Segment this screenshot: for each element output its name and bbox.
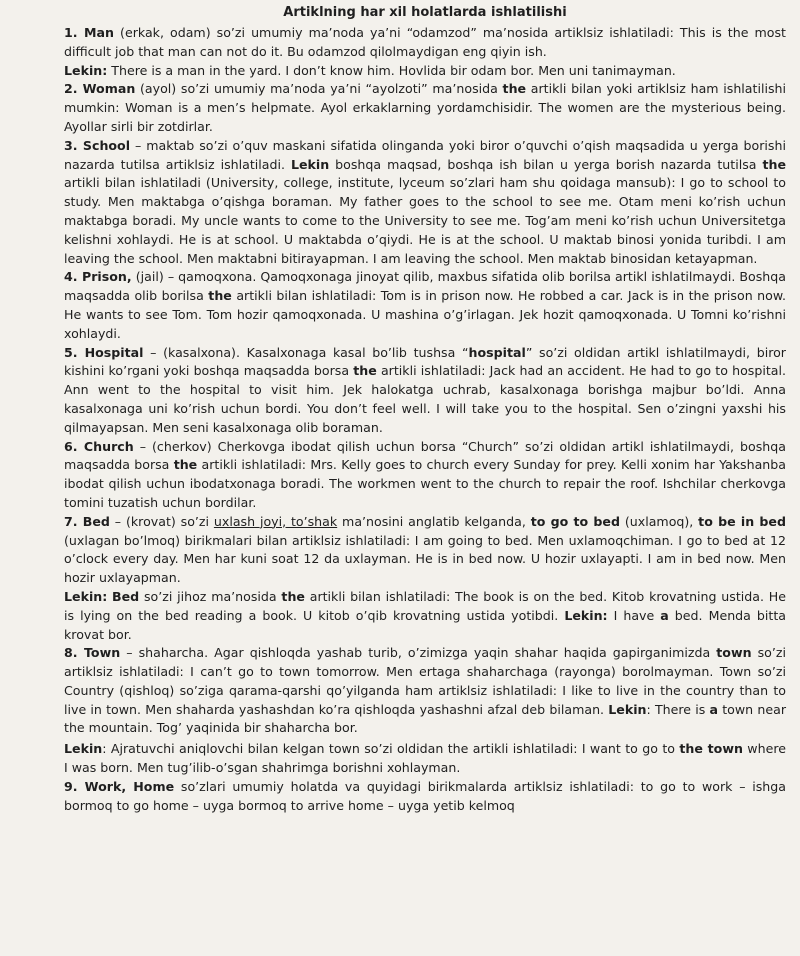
- section-heading: 3. School: [64, 137, 131, 153]
- section-heading: 4. Prison,: [64, 269, 132, 285]
- section-heading: 7. Bed: [64, 513, 110, 529]
- section-heading: 5. Hospital: [64, 344, 144, 360]
- section-town: 8. Town – shaharcha. Agar qishloqda yashab turib, o’zimizga yaqin shahar haqida gapirganimizda town so’zi artiklsiz ishlatiladi: I can’t go to town tomorrow. Men ertaga shaharchaga (rayonga) borolmayman. Town so’zi Country (qishloq) so’ziga qarama-qarshi qo’yilganda ham artiklsiz ishlatiladi: I like to live in the country than to live in town. Men shaharda yashashdan ko’ra qishloqda yashashni afzal deb bilaman. Lekin: There is a town near the mountain. Tog’ yaqinida bir shaharcha bor.: [64, 645, 787, 736]
- section-heading: 8. Town: [64, 645, 121, 661]
- section-school: 3. School – maktab so’zi o’quv maskani sifatida olinganda yoki biror o’quvchi o’qish maqsadida u yerga borishi nazarda tutilsa artiklsiz ishlatiladi. Lekin boshqa maqsad, boshqa ish bilan u yerga borish nazarda tutilsa the artikli bilan ishlatiladi (University, college, institute, lyceum so’zlari ham shu qoidaga mansub): I go to school to study. Men maktabga o’qishga boraman. My father goes to the school to see me. Otam meni ko’rish uchun maktabga boradi. My uncle wants to come to the University to see me. Tog’am meni ko’rish uchun Universitetga kelishni xohlaydi. He is at school. U maktabda o’qiydi. He is at the school. U maktab binosi yonida turibdi. I am leaving the school. Men maktabni bitirayapman. I am leaving the school. Men maktab binosidan ketayapman.: [64, 137, 786, 266]
- section-church: 6. Church – (cherkov) Cherkovga ibodat qilish uchun borsa “Church” so’zi oldidan artikl ishlatilmaydi, boshqa maqsadda borsa the artikli ishlatiladi: Mrs. Kelly goes to church every Sunday for prey. Kelli xonim har Yakshanba ibodat qilish uchun ibodatxonaga boradi. The workmen went to the church to repair the roof. Ishchilar cherkovga tomini tuzatish uchun bordilar.: [64, 438, 786, 510]
- page-title: Artiklning har xil holatlarda ishlatilishi: [283, 5, 567, 20]
- section-heading: 9. Work, Home: [64, 778, 175, 794]
- section-heading: 1. Man: [64, 25, 114, 40]
- section-town-note: Lekin: Ajratuvchi aniqlovchi bilan kelgan town so’zi oldidan the artikli ishlatiladi: I want to go to the town where I was born. Men tug’ilib-o’sgan shahrimga borishni xohlayman.: [64, 741, 786, 776]
- section-work-home: 9. Work, Home so’zlari umumiy holatda va quyidagi birikmalarda artiklsiz ishlatiladi: to go to work – ishga bormoq to go home – uyga bormoq to arrive home – uyga yetib kelmoq: [64, 778, 786, 813]
- section-hospital: 5. Hospital – (kasalxona). Kasalxonaga kasal bo’lib tushsa “hospital” so’zi oldidan artikl ishlatilmaydi, biror kishini ko’rgani yoki boshqa maqsadda borsa the artikli ishlatiladi: Jack had an accident. He had to go to hospital. Ann went to the hospital to visit him. Jek halokatga uchrab, kasalxonaga borishga majbur bo’ldi. Anna kasalxonaga uni ko’rish uchun bordi. You don’t feel well. I will take you to the hospital. Sen o’zingni yaxshi his qilmayapsan. Men seni kasalxonaga olib boraman.: [64, 344, 786, 435]
- section-woman: 2. Woman (ayol) so’zi umumiy ma’noda ya’ni “ayolzoti” ma’nosida the artikli bilan yoki artiklsiz ham ishlatilishi mumkin: Woman is a men’s helpmate. Ayol erkaklarning yordamchisidir. The women are the mysterious being. Ayollar sirli bir zotdirlar.: [64, 81, 786, 134]
- section-man-note: Lekin: There is a man in the yard. I don’t know him. Hovlida bir odam bor. Men uni tanimayman.: [64, 62, 676, 78]
- section-bed-note: Lekin: Bed so’zi jihoz ma’nosida the artikli bilan ishlatiladi: The book is on the bed. Kitob krovatning ustida. He is lying on the bed reading a book. U kitob o’qib krovatning ustida yotibdi. Lekin: I have a bed. Menda bitta krovat bor.: [64, 588, 786, 642]
- section-bed: 7. Bed – (krovat) so’zi uxlash joyi, to’shak ma’nosini anglatib kelganda, to go to bed (uxlamoq), to be in bed (uxlagan bo’lmoq) birikmalari bilan artiklsiz ishlatiladi: I am going to bed. Men uxlamoqchiman. I go to bed at 12 o’clock every day. Men har kuni soat 12 da uxlayman. He is in bed now. U hozir uxlayapti. I am in bed now. Men hozir uxlayapman.: [64, 513, 786, 586]
- section-heading: 6. Church: [64, 438, 134, 454]
- section-heading: 2. Woman: [64, 81, 136, 97]
- section-man: 1. Man (erkak, odam) so’zi umumiy ma’noda ya’ni “odamzod” ma’nosida artiklsiz ishlatiladi: This is the most difficult job that man can not do it. Bu odamzod qilolmaydigan eng qiyin ish.: [64, 25, 786, 59]
- section-prison: 4. Prison, (jail) – qamoqxona. Qamoqxonaga jinoyat qilib, maxbus sifatida olib borilsa artikl ishlatilmaydi. Boshqa maqsadda olib borilsa the artikli bilan ishlatiladi: Tom is in prison now. He robbed a car. Jack is in the prison now. He wants to see Tom. Tom hozir qamoqxonada. U mashina o’g’irlagan. Jek hozit qamoqxonada. U Tomni ko’rishni xohlaydi.: [64, 269, 786, 341]
